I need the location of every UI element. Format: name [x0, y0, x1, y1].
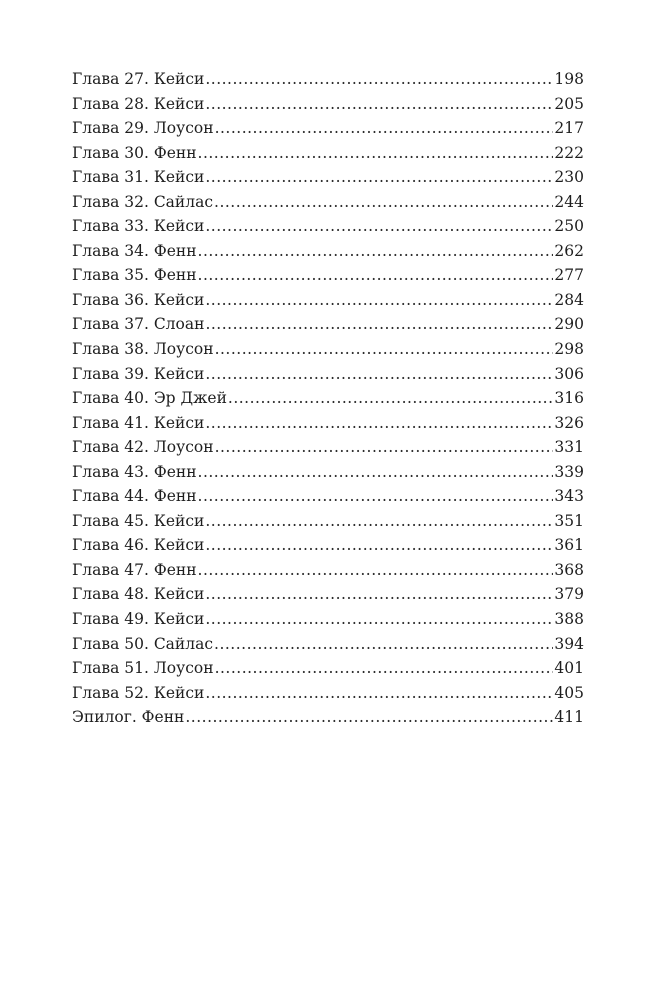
toc-entry	[72, 312, 584, 337]
toc-entry-page-number: 316	[554, 389, 584, 408]
toc-entry-page-number: 411	[554, 708, 584, 727]
toc-entry	[72, 288, 584, 313]
toc-entry	[72, 533, 584, 558]
toc-entry-title: Глава 31. Кейси	[72, 168, 205, 187]
toc-entry-page-number: 339	[554, 462, 584, 481]
toc-entry-title: Глава 46. Кейси	[72, 536, 205, 555]
toc-entry-page-number: 394	[554, 634, 584, 653]
toc-entry-title: Глава 43. Фенн	[72, 462, 197, 481]
toc-entry-page-number: 205	[554, 94, 584, 113]
toc-entry-page-number: 331	[554, 438, 584, 457]
toc-entry	[72, 656, 584, 681]
toc-entry-title: Глава 49. Кейси	[72, 610, 205, 629]
toc-entry	[72, 141, 584, 166]
toc-entry-page-number: 306	[554, 364, 584, 383]
toc-entry	[72, 239, 584, 264]
dot-leader	[205, 362, 553, 387]
toc-entry-title: Глава 38. Лоусон	[72, 340, 214, 359]
toc-entry-title: Эпилог. Фенн	[72, 708, 185, 727]
toc-entry-page-number: 290	[554, 315, 584, 334]
toc-entry	[72, 411, 584, 436]
toc-entry-page-number: 262	[554, 241, 584, 260]
dot-leader	[198, 239, 554, 264]
dot-leader	[215, 435, 554, 460]
toc-entry-page-number: 277	[554, 266, 584, 285]
toc-entry-page-number: 351	[554, 511, 584, 530]
dot-leader	[205, 509, 553, 534]
toc-entry	[72, 263, 584, 288]
toc-entry-page-number: 198	[554, 70, 584, 88]
toc-entry-page-number: 388	[554, 610, 584, 629]
toc-entry	[72, 705, 584, 730]
toc-entry	[72, 435, 584, 460]
toc-entry	[72, 484, 584, 509]
toc-entry	[72, 386, 584, 411]
toc-entry	[72, 460, 584, 485]
toc-entry-title: Глава 36. Кейси	[72, 290, 205, 309]
dot-leader	[205, 681, 553, 706]
toc-entry	[72, 190, 584, 215]
toc-entry-title: Глава 48. Кейси	[72, 585, 205, 604]
toc-entry	[72, 582, 584, 607]
dot-leader	[228, 386, 554, 411]
dot-leader	[198, 263, 554, 288]
toc-entry	[72, 509, 584, 534]
dot-leader	[205, 533, 553, 558]
toc-entry-title: Глава 42. Лоусон	[72, 438, 214, 457]
toc-entry	[72, 92, 584, 117]
toc-entry	[72, 607, 584, 632]
toc-entry-page-number: 326	[554, 413, 584, 432]
toc-entry	[72, 214, 584, 239]
dot-leader	[214, 632, 553, 657]
dot-leader	[198, 558, 554, 583]
toc-entry-page-number: 298	[554, 340, 584, 359]
dot-leader	[214, 190, 553, 215]
toc-entry-title: Глава 51. Лоусон	[72, 659, 214, 678]
dot-leader	[205, 67, 553, 92]
toc-entry	[72, 362, 584, 387]
dot-leader	[198, 460, 554, 485]
toc-entry-title: Глава 35. Фенн	[72, 266, 197, 285]
toc-entry-page-number: 217	[554, 119, 584, 138]
toc-entry	[72, 558, 584, 583]
toc-entry	[72, 681, 584, 706]
toc-entry-title: Глава 29. Лоусон	[72, 119, 214, 138]
toc-entry-page-number: 379	[554, 585, 584, 604]
toc-entry-title: Глава 45. Кейси	[72, 511, 205, 530]
dot-leader	[205, 165, 553, 190]
dot-leader	[205, 607, 553, 632]
toc-entry-title: Глава 34. Фенн	[72, 241, 197, 260]
toc-entry	[72, 632, 584, 657]
dot-leader	[205, 288, 553, 313]
toc-entry	[72, 116, 584, 141]
toc-entry-page-number: 368	[554, 560, 584, 579]
toc-entry-title: Глава 50. Сайлас	[72, 634, 214, 653]
toc-entry-page-number: 343	[554, 487, 584, 506]
toc-entry-title: Глава 39. Кейси	[72, 364, 205, 383]
toc-entry-title: Глава 40. Эр Джей	[72, 389, 227, 408]
toc-entry-page-number: 284	[554, 290, 584, 309]
toc-entry-title: Глава 33. Кейси	[72, 217, 205, 236]
toc-entry-page-number: 401	[554, 659, 584, 678]
toc-entry-page-number: 361	[554, 536, 584, 555]
toc-entry-title: Глава 30. Фенн	[72, 143, 197, 162]
dot-leader	[205, 312, 553, 337]
toc-entry-title: Глава 44. Фенн	[72, 487, 197, 506]
dot-leader	[215, 116, 554, 141]
dot-leader	[185, 705, 553, 730]
dot-leader	[205, 92, 553, 117]
toc-entry-title: Глава 47. Фенн	[72, 560, 197, 579]
toc-entry-title: Глава 52. Кейси	[72, 683, 205, 702]
toc-entry	[72, 165, 584, 190]
toc-entry-page-number: 230	[554, 168, 584, 187]
toc-entry-title: Глава 32. Сайлас	[72, 192, 214, 211]
toc-entry-title: Глава 37. Слоан	[72, 315, 205, 334]
toc-entry-page-number: 250	[554, 217, 584, 236]
toc-entry-page-number: 405	[554, 683, 584, 702]
dot-leader	[205, 411, 553, 436]
dot-leader	[198, 484, 554, 509]
dot-leader	[215, 337, 554, 362]
toc-entry	[72, 67, 584, 92]
dot-leader	[198, 141, 554, 166]
toc-entry-page-number: 222	[554, 143, 584, 162]
toc-entry	[72, 337, 584, 362]
dot-leader	[215, 656, 554, 681]
table-of-contents	[72, 67, 584, 730]
toc-entry-title: Глава 27. Кейси	[72, 70, 205, 88]
toc-entry-title: Глава 28. Кейси	[72, 94, 205, 113]
toc-entry-title: Глава 41. Кейси	[72, 413, 205, 432]
dot-leader	[205, 582, 553, 607]
toc-entry-page-number: 244	[554, 192, 584, 211]
dot-leader	[205, 214, 553, 239]
